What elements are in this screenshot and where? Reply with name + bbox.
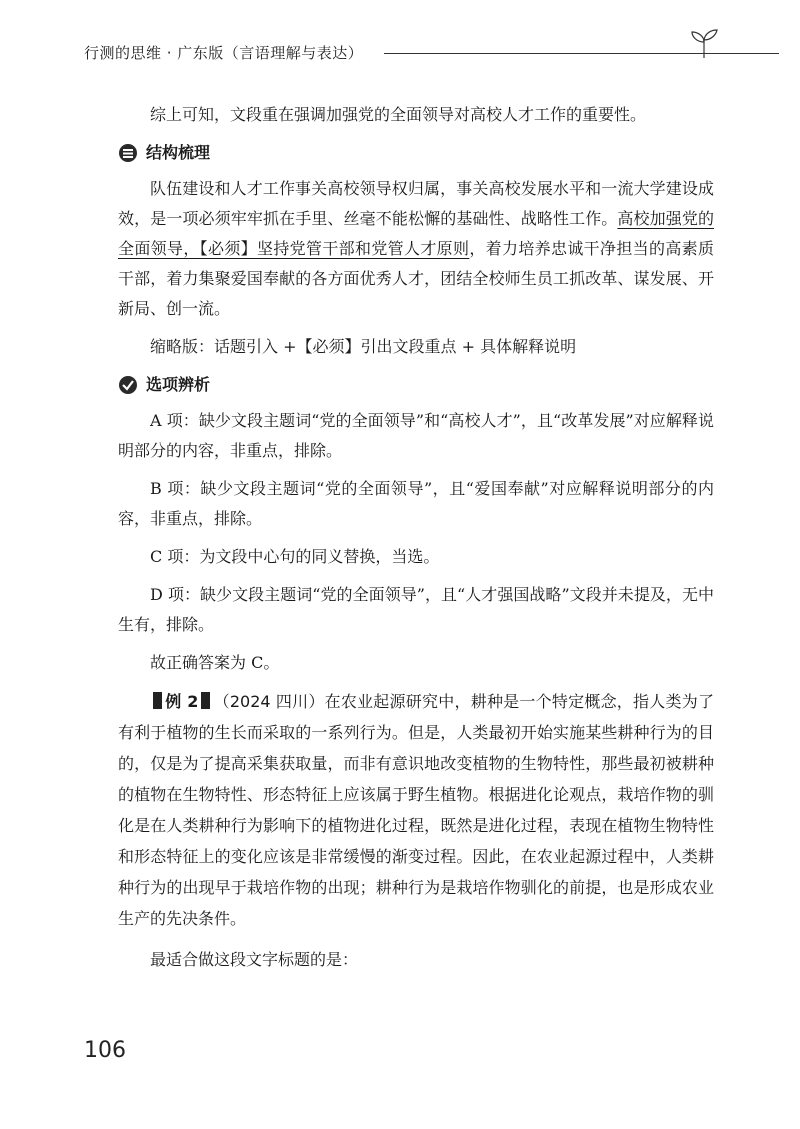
option-a-paragraph: A 项：缺少文段主题词“党的全面领导”和“高校人才”，且“改革发展”对应解释说明部分的内容，非重点，排除。 <box>118 411 714 460</box>
example-bracket-left <box>153 692 162 709</box>
structure-heading-text: 结构梳理 <box>146 143 211 162</box>
example-body: 在农业起源研究中，耕种是一个特定概念，指人类为了有利于植物的生长而采取的一系列行为。但是，人类最初开始实施某些耕种行为的目的，仅是为了提高采集获取量，而非有意识地改变植物的生物特性，那些最初被耕种的植物在生物特性、形态特征上应该属于野生植物。根据进化论观点，栽培作物的驯化是在人类耕种行为影响下的植物进化过程，既然是进化过程，表现在植物生物特性和形态特征上的变化应该是非常缓慢的渐变过程。因此，在农业起源过程中，人类耕种行为的出现早于栽培作物的出现；耕种行为是栽培作物驯化的前提，也是形成农业生产的先决条件。 <box>118 692 714 928</box>
option-b-paragraph: B 项：缺少文段主题词“党的全面领导”，且“爱国奉献”对应解释说明部分的内容，非重点，排除。 <box>118 479 714 528</box>
option-d-paragraph: D 项：缺少文段主题词“党的全面领导”，且“人才强国战略”文段并未提及，无中生有，排除。 <box>118 585 714 634</box>
structure-badge-icon <box>118 143 138 163</box>
page-content <box>118 100 714 985</box>
options-heading-text: 选项辨析 <box>146 375 211 394</box>
sprout-icon <box>684 28 724 60</box>
options-heading <box>118 370 714 400</box>
example-bracket-right <box>201 692 210 709</box>
answer-paragraph: 故正确答案为 C。 <box>150 653 280 672</box>
options-badge-icon <box>118 375 138 395</box>
structure-text-3: ，着力培养忠诚干净担当的高素质干部，着力集聚爱国奉献的各方面优秀人才，团结全校师生员工抓改革、谋发展、开新局、创一流。 <box>118 239 714 318</box>
running-header-title: 行测的思维 · 广东版（言语理解与表达） <box>84 44 364 62</box>
page-number: 106 <box>84 1038 126 1063</box>
example-question: 最适合做这段文字标题的是： <box>150 950 359 969</box>
abbrev-paragraph: 缩略版：话题引入 +【必须】引出文段重点 + 具体解释说明 <box>150 337 577 356</box>
option-c-paragraph: C 项：为文段中心句的同义替换，当选。 <box>150 547 440 566</box>
example-paragraph <box>118 686 714 934</box>
structure-key-sentence: 高校加强党的全面领导，【必须】坚持党管干部和党管人才原则 <box>118 209 714 258</box>
summary-paragraph: 综上可知，文段重在强调加强党的全面领导对高校人才工作的重要性。 <box>150 105 647 124</box>
structure-paragraph <box>118 174 714 324</box>
example-tag: 例 2 <box>165 692 199 711</box>
example-source: （2024 四川） <box>213 692 325 711</box>
page-header <box>84 34 724 74</box>
structure-text-1: 队伍建设和人才工作事关高校领导权归属，事关高校发展水平和一流大学建设成效，是一项必须牢牢抓在手里、丝毫不能松懈的基础性、战略性工作。 <box>118 179 714 228</box>
structure-heading <box>118 138 714 168</box>
